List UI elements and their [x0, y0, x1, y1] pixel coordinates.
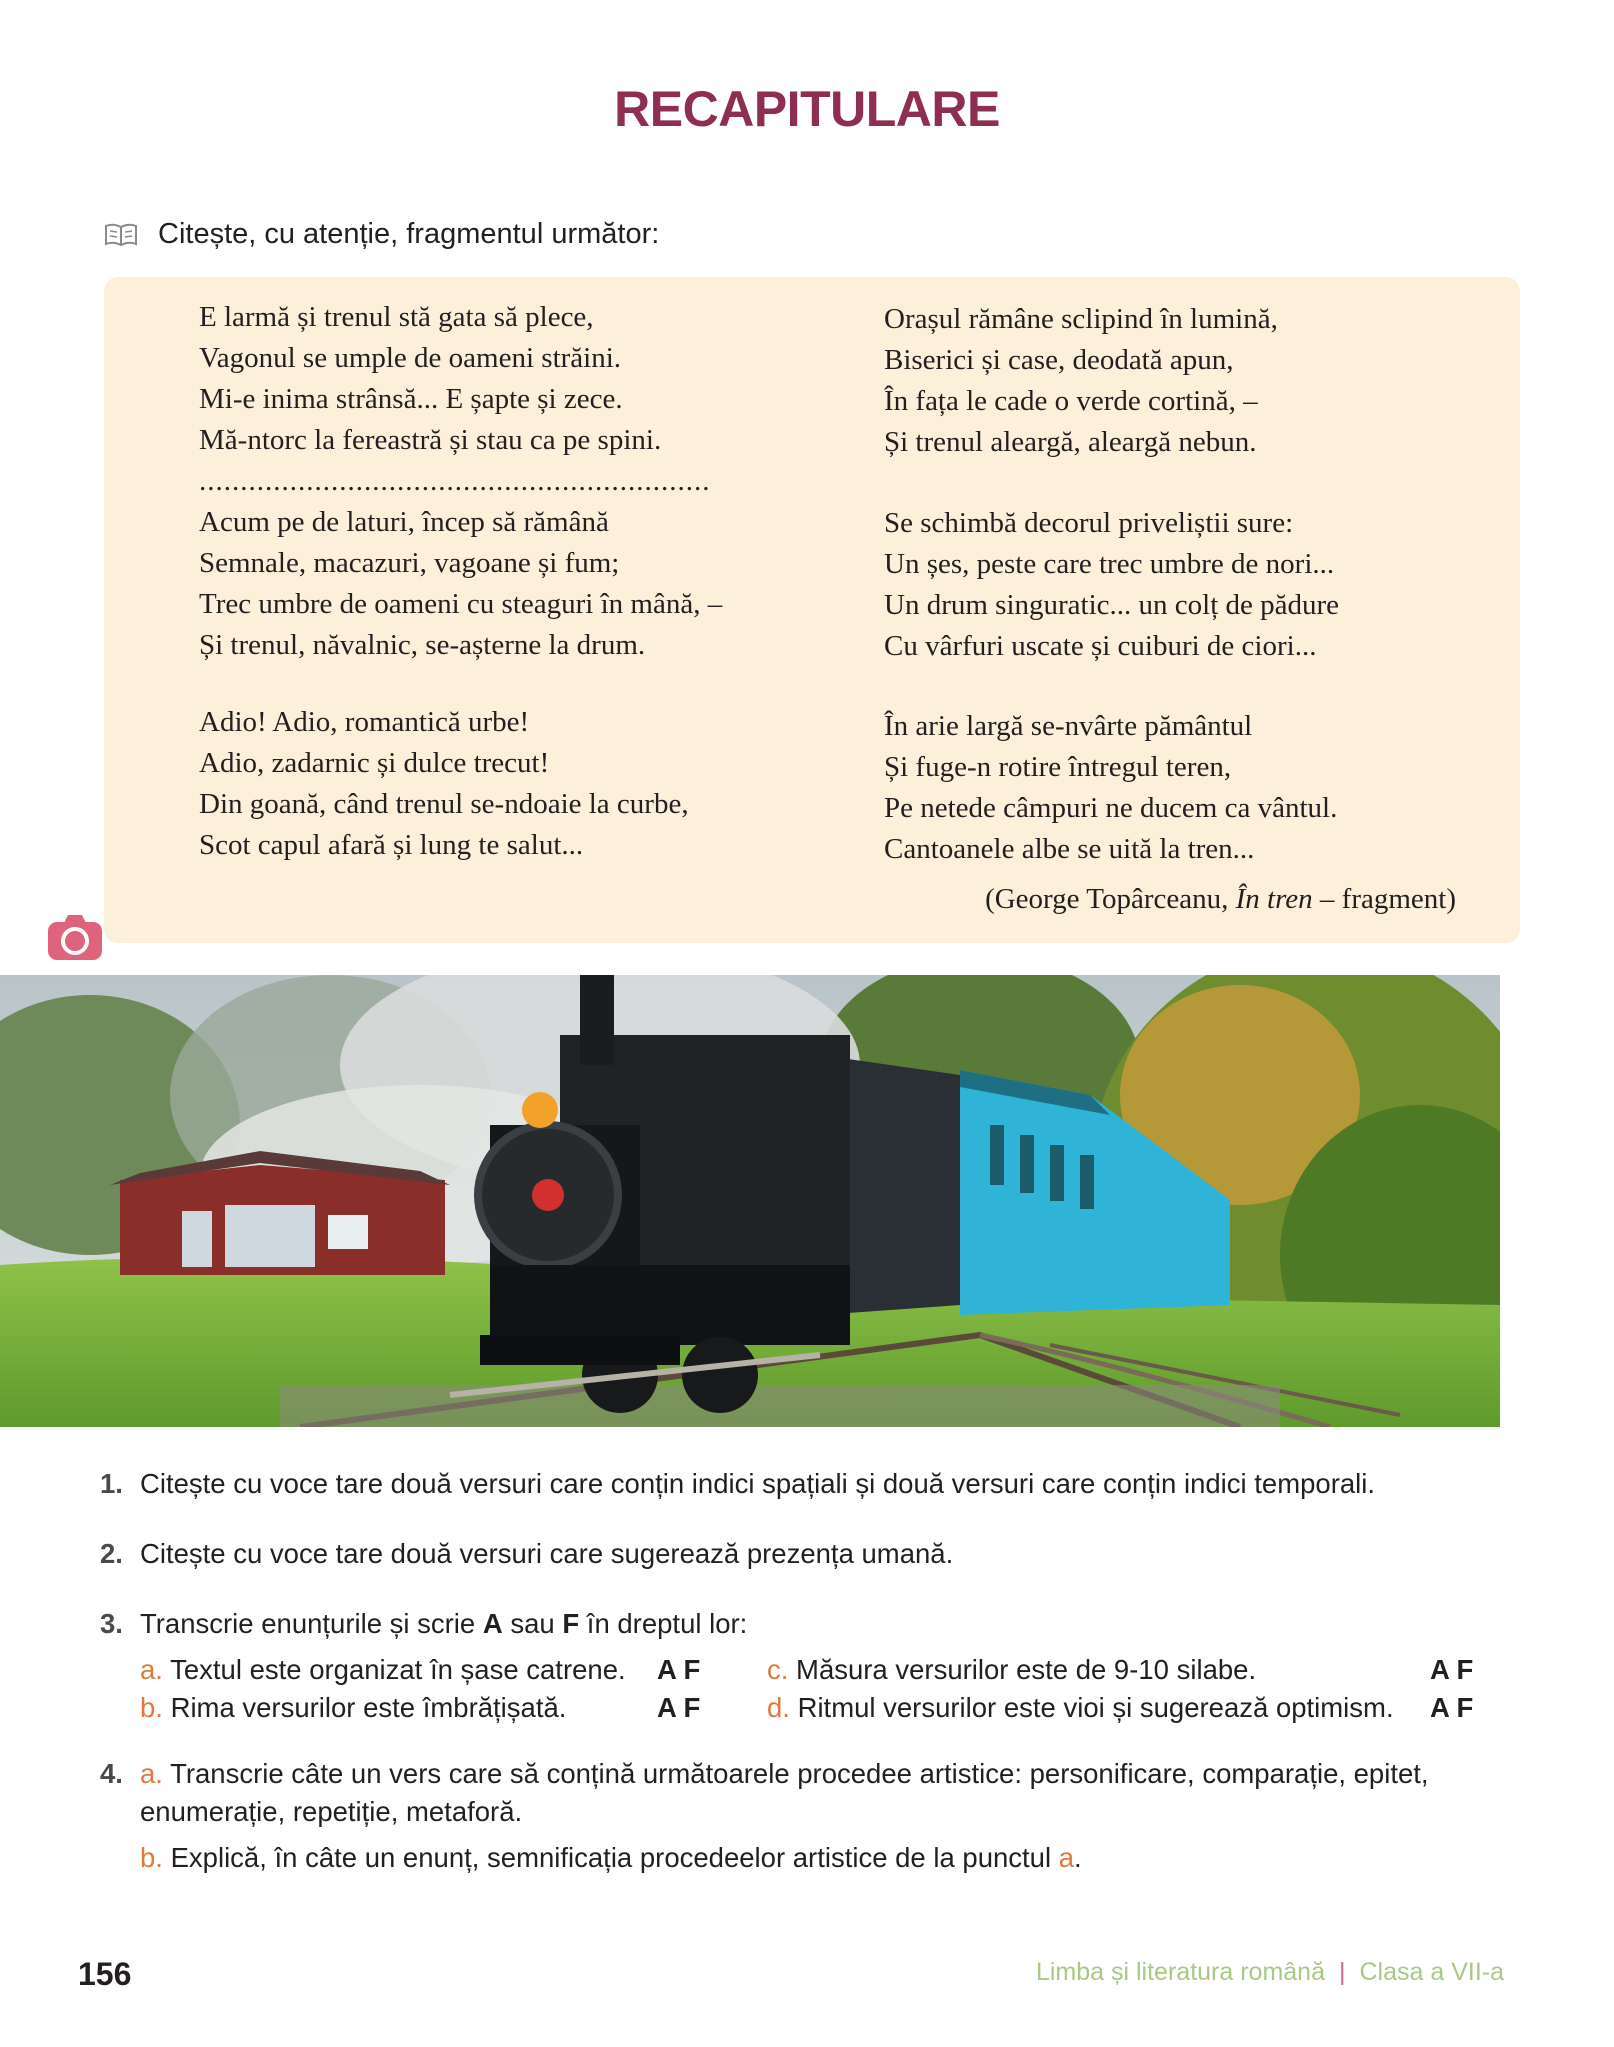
poem-title: În tren — [1235, 883, 1313, 915]
poem-box — [104, 277, 1520, 943]
poem-line: Și trenul aleargă, aleargă nebun. — [884, 426, 1257, 458]
poem-line: Mă-ntorc la fereastră și stau ca pe spini. — [199, 424, 662, 456]
page-number: 156 — [78, 1956, 132, 1992]
poem-stanza-right-2 — [884, 503, 1339, 667]
exercise-text-a-continued: enumerație, repetiție, metaforă. — [140, 1796, 523, 1827]
poem-line: Mi-e inima strânsă... E șapte și zece. — [199, 383, 623, 415]
true-false-item-a: a. Textul este organizat în șase catrene. — [140, 1654, 626, 1685]
true-false-options[interactable]: A F — [657, 1654, 701, 1685]
footer-grade: Clasa a VII-a — [1359, 1958, 1504, 1986]
poem-line: Trec umbre de oameni cu steaguri în mână, – — [199, 588, 723, 620]
instruction-text: Citește, cu atenție, fragmentul următor: — [158, 218, 660, 250]
footer-separator: | — [1338, 1958, 1346, 1986]
poem-line: E larmă și trenul stă gata să plece, — [199, 301, 594, 333]
exercise-text-b: b. Explică, în câte un enunț, semnificația procedeelor artistice de la punctul a. — [140, 1842, 1082, 1873]
true-false-item-b: b. Rima versurilor este îmbrățișată. — [140, 1692, 567, 1723]
poem-line: Un șes, peste care trec umbre de nori... — [884, 548, 1335, 580]
poem-line: Un drum singuratic... un colț de pădure — [884, 589, 1340, 621]
true-false-options[interactable]: A F — [1430, 1654, 1474, 1685]
poem-line: Și trenul, năvalnic, se-așterne la drum. — [199, 629, 646, 661]
exercise-text: Citește cu voce tare două versuri care sugerează prezența umană. — [140, 1538, 954, 1569]
open-book-icon — [104, 222, 138, 248]
poem-line: Semnale, macazuri, vagoane și fum; — [199, 547, 620, 579]
reading-instruction — [104, 218, 659, 251]
exercise-text-a: a. Transcrie câte un vers care să conțină următoarele procedee artistice: personificare, comparație, epitet, — [140, 1758, 1429, 1789]
poem-line: În fața le cade o verde cortină, – — [884, 385, 1258, 417]
poem-stanza-right-3 — [884, 706, 1337, 870]
poem-line: Adio! Adio, romantică urbe! — [199, 706, 530, 738]
true-false-item-c: c. Măsura versurilor este de 9-10 silabe. — [767, 1654, 1257, 1685]
poem-omission-dots: .............................................................. — [199, 465, 711, 497]
poem-line: Acum pe de laturi, încep să rămână — [199, 506, 609, 538]
poem-line: Din goană, când trenul se-ndoaie la curbe, — [199, 788, 689, 820]
exercise-number: 3. — [100, 1608, 123, 1639]
page-title: RECAPITULARE — [614, 81, 1000, 137]
footer-book-info — [1036, 1958, 1504, 1987]
poem-line: Orașul rămâne sclipind în lumină, — [884, 303, 1278, 335]
exercise-number: 4. — [100, 1758, 123, 1789]
true-false-item-d: d. Ritmul versurilor este vioi și sugerează optimism. — [767, 1692, 1394, 1723]
poem-line: Biserici și case, deodată apun, — [884, 344, 1234, 376]
poem-citation: (George Topârceanu, În tren – fragment) — [985, 883, 1456, 915]
poem-line: Adio, zadarnic și dulce trecut! — [199, 747, 550, 779]
exercise-text: Citește cu voce tare două versuri care conțin indici spațiali și două versuri care conțin indici temporali. — [140, 1468, 1376, 1499]
poem-line: Cantoanele albe se uită la tren... — [884, 833, 1255, 865]
poem-stanza-left-1 — [199, 297, 722, 666]
poem-line: În arie largă se-nvârte pământul — [884, 710, 1253, 742]
poem-line: Pe netede câmpuri ne ducem ca vântul. — [884, 792, 1338, 824]
poem-line: Scot capul afară și lung te salut... — [199, 829, 584, 861]
poem-line: Vagonul se umple de oameni străini. — [199, 342, 622, 374]
poem-line: Și fuge-n rotire întregul teren, — [884, 751, 1232, 783]
true-false-options[interactable]: A F — [657, 1692, 701, 1723]
poem-line: Se schimbă decorul priveliștii sure: — [884, 507, 1294, 539]
exercise-number: 1. — [100, 1468, 123, 1499]
footer-subject: Limba și literatura română — [1035, 1958, 1325, 1986]
exercise-text: Transcrie enunțurile și scrie A sau F în dreptul lor: — [140, 1608, 748, 1639]
true-false-options[interactable]: A F — [1430, 1692, 1474, 1723]
train-photo — [0, 975, 1500, 1427]
poem-stanza-right-1 — [884, 299, 1278, 463]
camera-icon — [46, 912, 104, 962]
exercise-number: 2. — [100, 1538, 123, 1569]
poem-line: Cu vârfuri uscate și cuiburi de ciori... — [884, 630, 1317, 662]
poem-stanza-left-2 — [199, 702, 689, 866]
